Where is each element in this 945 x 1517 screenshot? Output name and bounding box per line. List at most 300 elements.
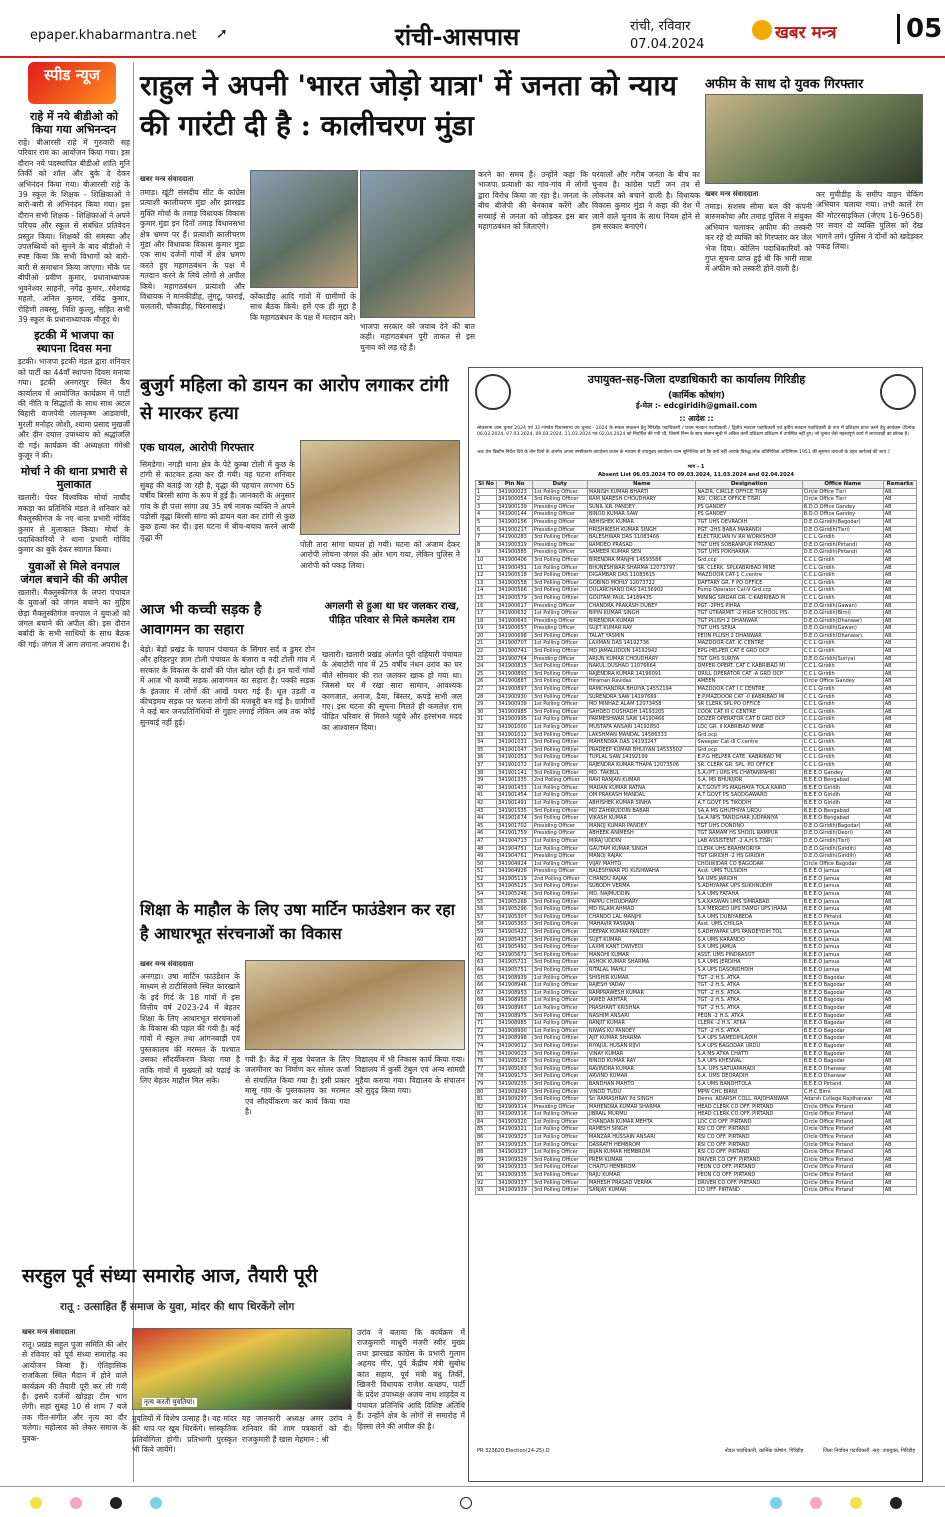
- table-cell: MD ISLAM AHMAD: [587, 906, 696, 914]
- opium-text: तमाड़। सशस्त्र सीमा बल की कंपनी बारुमकोचा और तमाड़ पुलिस ने संयुक्त अभियान चलाकर अफीम की तस्करी कर रहे दो व्यक्ति को गिरफ्तार कर जेल भेज दिया। कोलिन पदाधिकारियों को गुप्त सूचना प्राप्त हुई थी कि भारी मात्रा में अफीम को तस्करी होने वाली है।: [705, 202, 812, 274]
- table-cell: 3rd Polling Officer: [532, 1042, 587, 1050]
- table-row: [476, 579, 917, 587]
- witch-photo: [300, 440, 460, 535]
- notice-email: ई-मेल :- edcgiridih@gmail.com: [635, 401, 758, 410]
- table-cell: SR CLERK SPL PO OFFICE: [696, 701, 802, 709]
- table-cell: SR. CLERK. SPLKABRIBAD MINE: [696, 564, 802, 572]
- table-cell: 1st Polling Officer: [532, 799, 587, 807]
- registration-dot: [850, 1497, 862, 1509]
- table-cell: B.E.E.O Giridih: [802, 792, 883, 800]
- table-row: [476, 1027, 917, 1035]
- table-cell: AB: [883, 663, 916, 671]
- table-cell: 1st Polling Officer: [532, 640, 587, 648]
- table-cell: 5: [476, 518, 497, 526]
- table-cell: 1st Polling Officer: [532, 1111, 587, 1119]
- table-cell: ASST. UMS PINDRASOT: [696, 951, 802, 959]
- table-cell: 33: [476, 731, 497, 739]
- table-cell: 341904761: [497, 853, 533, 861]
- table-cell: Grd.ocp: [696, 746, 802, 754]
- page-number: 05: [897, 14, 942, 44]
- table-cell: 61: [476, 944, 497, 952]
- table-cell: B.E.E.O Dhanwar: [802, 1065, 883, 1073]
- table-cell: PGT -2PHS PIHRA: [696, 602, 802, 610]
- brief-item: [18, 110, 130, 325]
- table-cell: 70: [476, 1012, 497, 1020]
- table-cell: 3rd Polling Officer: [532, 594, 587, 602]
- table-cell: ASHOK KUMAR SHARMA: [587, 959, 696, 967]
- registration-dot: [110, 1497, 122, 1509]
- brief-text: राहे। बीआरसी राहे में गुरुवारी सह परिवार राम का आयोजन किया गया। इस दौरान नये पदस्थापित बीडीओ शांति मुनि तिर्की को शॉल और बुके दे देकर अभिनंदन किया गया। बीआरसी राहे के 39 स्कूल के शिक्षक - शिक्षिकाओं ने बारी-बारी से अभिनंदन किया गया। इस दौरान सभी शिक्षक - शिक्षिकाओं ने अपने परिचय और स्कूल से संबंधित प्रतिवेदन प्रस्तुत किया। शिक्षकों की समस्या और उपलब्धियों को सुनने के बाद बीडीओ ने स्पष्ट किया कि सभी विभागों को बारी-बारी से समाधान किया जाएगा। मौके पर बीपीओ प्रवीण कुमार, प्रधानाध्यापक भुवनेश्वर साहनी, नगेंद्र कुमार, रमेशचंद्र महतो, अनिल कुमार, रविंद्र कुमार, रोहिणी तबस्सु, निशि कुल्लु, सहित सभी 39 स्कूल के प्रधानाध्यापक मौजूद थे।: [18, 138, 130, 324]
- table-cell: 1st Polling Officer: [532, 837, 587, 845]
- crosshair-icon: [460, 1497, 472, 1509]
- table-cell: 341901535: [497, 807, 533, 815]
- table-cell: 80: [476, 1088, 497, 1096]
- table-cell: AB: [883, 997, 916, 1005]
- table-cell: 341909325: [497, 1141, 533, 1149]
- table-cell: 3rd Polling Officer: [532, 921, 587, 929]
- table-cell: 341900930: [497, 693, 533, 701]
- table-cell: 341900319: [497, 541, 533, 549]
- table-cell: 341909335: [497, 1172, 533, 1180]
- table-cell: AB: [883, 686, 916, 694]
- table-cell: AB: [883, 617, 916, 625]
- table-cell: B.D.O Office Gandey: [802, 511, 883, 519]
- table-cell: B.E.E.O Bagodar: [802, 974, 883, 982]
- table-cell: 13: [476, 579, 497, 587]
- table-row: [476, 837, 917, 845]
- table-cell: 18: [476, 617, 497, 625]
- table-cell: PGT -2HS BABA MARANDI: [696, 526, 802, 534]
- table-cell: TGT UHS SOBRANPUR PIRTAND: [696, 541, 802, 549]
- notice-title: उपायुक्त-सह-जिला दण्डाधिकारी का कार्यालय गिरिडीह: [587, 373, 806, 386]
- table-cell: TGT PLUSH 2 DHANWAR: [696, 617, 802, 625]
- table-cell: 3rd Polling Officer: [532, 1164, 587, 1172]
- dateline: [630, 18, 704, 54]
- table-cell: 41: [476, 792, 497, 800]
- table-cell: S.A. MS BHUKIJOR: [696, 777, 802, 785]
- table-row: [476, 1004, 917, 1012]
- table-cell: AB: [883, 739, 916, 747]
- city-day: रांची, रविवार: [630, 19, 691, 34]
- table-cell: VINAY KUMAR: [587, 1050, 696, 1058]
- table-cell: S.A MERGED UPS DAMGI UPS IHARA: [696, 906, 802, 914]
- table-cell: 73: [476, 1035, 497, 1043]
- table-row: [476, 951, 917, 959]
- table-cell: RIYAJUL HUSAN RIJVI: [587, 1042, 696, 1050]
- table-row: [476, 724, 917, 732]
- table-cell: 55: [476, 898, 497, 906]
- table-cell: VIKASH KUMAR: [587, 815, 696, 823]
- table-cell: 341900707: [497, 640, 533, 648]
- table-cell: RANJIT KUMAR: [587, 1020, 696, 1028]
- table-row: [476, 792, 917, 800]
- table-cell: TGT -2 H.S. ATKA: [696, 989, 802, 997]
- table-cell: 15: [476, 594, 497, 602]
- lead-photo-left: [250, 170, 358, 288]
- table-cell: 3rd Polling Officer: [532, 906, 587, 914]
- table-cell: Grd.ocp: [696, 731, 802, 739]
- table-cell: AB: [883, 746, 916, 754]
- table-cell: S.ADHYAPAK UPS PANDEYDIH TOL: [696, 929, 802, 937]
- registration-dot: [810, 1497, 822, 1509]
- table-row: [476, 1164, 917, 1172]
- table-cell: MAZDOOR CAT. IC CENTRE: [696, 640, 802, 648]
- table-cell: PAPPU CHOUDHARY: [587, 898, 696, 906]
- table-cell: 42: [476, 799, 497, 807]
- table-cell: SUBODH VERMA: [587, 883, 696, 891]
- table-row: [476, 496, 917, 504]
- table-cell: TGT UHS DEVRADIH: [696, 518, 802, 526]
- table-cell: 341900139: [497, 503, 533, 511]
- table-cell: ABHISHEK KUMAR: [587, 518, 696, 526]
- table-cell: 54: [476, 891, 497, 899]
- table-row: [476, 640, 917, 648]
- table-cell: 78: [476, 1073, 497, 1081]
- table-cell: Circle Office Pirtand: [802, 1141, 883, 1149]
- table-cell: Asst. UMS TULSIDIH: [696, 868, 802, 876]
- table-cell: MPW CHC BIRNI: [696, 1088, 802, 1096]
- table-cell: 341909173: [497, 1073, 533, 1081]
- table-cell: BALESHWAR DAS 11083466: [587, 534, 696, 542]
- table-cell: PREM KUMAR: [587, 1156, 696, 1164]
- table-cell: AB: [883, 792, 916, 800]
- table-cell: C.C.L Giridih: [802, 716, 883, 724]
- table-cell: 341909249: [497, 1088, 533, 1096]
- table-row: [476, 799, 917, 807]
- table-cell: Circle Office Tisri: [802, 496, 883, 504]
- table-cell: S.A UMS KARANDO: [696, 936, 802, 944]
- table-cell: 79: [476, 1080, 497, 1088]
- table-cell: 341900887: [497, 678, 533, 686]
- table-cell: TGT -2 H.S. ATKA: [696, 997, 802, 1005]
- table-cell: 3rd Polling Officer: [532, 1096, 587, 1104]
- column-header: Designation: [696, 481, 802, 489]
- table-cell: C.C.L Giridih: [802, 534, 883, 542]
- table-cell: CHAITU HEMBROM: [587, 1164, 696, 1172]
- table-cell: AB: [883, 906, 916, 914]
- table-cell: DAFTARY GR. F PO OFFICE: [696, 579, 802, 587]
- brand-logo-icon: [752, 20, 772, 40]
- table-cell: 43: [476, 807, 497, 815]
- lead-byline: खबर मन्त्र संवाददाता: [140, 175, 194, 183]
- table-cell: E.P.G HELPER CATE. KABRIBAD MI: [696, 754, 802, 762]
- table-cell: LAXMI KANT DWIVEDI: [587, 944, 696, 952]
- table-cell: Adarsh College Rajdhanwar: [802, 1096, 883, 1104]
- table-cell: 20: [476, 632, 497, 640]
- table-cell: 3rd Polling Officer: [532, 944, 587, 952]
- table-cell: 1st Polling Officer: [532, 1149, 587, 1157]
- table-cell: TGT GIRIDIH -2 HS GIRIDIH: [696, 853, 802, 861]
- table-cell: 341901072: [497, 761, 533, 769]
- table-cell: Circle Office Pirtand: [802, 1118, 883, 1126]
- table-cell: 3rd Polling Officer: [532, 1058, 587, 1066]
- table-row: [476, 549, 917, 557]
- table-cell: 10: [476, 556, 497, 564]
- table-cell: C.C.L Giridih: [802, 594, 883, 602]
- table-row: [476, 503, 917, 511]
- table-cell: Presiding Officer: [532, 1103, 587, 1111]
- table-cell: AB: [883, 769, 916, 777]
- table-cell: PEON -2 H.S. ATKA: [696, 1012, 802, 1020]
- table-cell: D.E.O.Giridih(Giridih): [802, 853, 883, 861]
- table-cell: 341908958: [497, 997, 533, 1005]
- column-header: Name: [587, 481, 696, 489]
- table-cell: 341901031: [497, 739, 533, 747]
- table-cell: 341900939: [497, 701, 533, 709]
- table-cell: 3rd Polling Officer: [532, 1080, 587, 1088]
- table-cell: C.C.L Giridih: [802, 556, 883, 564]
- table-cell: BIRENDRA KUMAR: [587, 617, 696, 625]
- table-cell: 3rd Polling Officer: [532, 746, 587, 754]
- table-cell: AB: [883, 564, 916, 572]
- table-cell: 12: [476, 572, 497, 580]
- table-cell: 341901047: [497, 746, 533, 754]
- table-cell: SUJIT KUMAR: [587, 936, 696, 944]
- table-row: [476, 541, 917, 549]
- table-cell: PS GANDEY: [696, 503, 802, 511]
- table-cell: RSI CO OFF. PIRTAND: [696, 1149, 802, 1157]
- table-cell: 60: [476, 936, 497, 944]
- table-cell: C.C.L Giridih: [802, 746, 883, 754]
- table-row: [476, 761, 917, 769]
- table-cell: 2: [476, 496, 497, 504]
- table-row: [476, 663, 917, 671]
- table-cell: AB: [883, 678, 916, 686]
- table-cell: Presiding Officer: [532, 617, 587, 625]
- table-cell: 341909128: [497, 1058, 533, 1066]
- table-cell: Circle Office Pirtand: [802, 1103, 883, 1111]
- table-cell: 48: [476, 845, 497, 853]
- table-cell: 341905246: [497, 891, 533, 899]
- table-cell: B.E.E.O Bagodar: [802, 1058, 883, 1066]
- table-cell: 341909297: [497, 1096, 533, 1104]
- table-row: [476, 898, 917, 906]
- table-cell: 341908953: [497, 989, 533, 997]
- table-cell: DRIVER CO OFF. PIRTAND: [696, 1156, 802, 1164]
- table-cell: AB: [883, 655, 916, 663]
- table-cell: 341904926: [497, 868, 533, 876]
- table-cell: 25: [476, 670, 497, 678]
- table-cell: 341908985: [497, 1020, 533, 1028]
- table-cell: AB: [883, 731, 916, 739]
- table-cell: C.C.L Giridih: [802, 648, 883, 656]
- table-cell: AB: [883, 1126, 916, 1134]
- table-cell: MAZDOOR CAT I C CENTRE: [696, 686, 802, 694]
- table-cell: 17: [476, 610, 497, 618]
- table-cell: 67: [476, 989, 497, 997]
- table-cell: D.E.O.Giridih(Pirtand): [802, 549, 883, 557]
- table-cell: MANOJ RAJAK: [587, 853, 696, 861]
- section-title: रांची-आसपास: [395, 22, 520, 51]
- table-row: [476, 989, 917, 997]
- registration-dot: [70, 1497, 82, 1509]
- table-cell: LAKSHMAN MANDAL 14586333: [587, 731, 696, 739]
- table-cell: 3rd Polling Officer: [532, 1179, 587, 1187]
- table-cell: 74: [476, 1042, 497, 1050]
- table-cell: AB: [883, 822, 916, 830]
- table-cell: 3rd Polling Officer: [532, 1088, 587, 1096]
- table-cell: 30: [476, 708, 497, 716]
- road-headline: आज भी कच्ची सड़क है आवागमन का सहारा: [140, 602, 262, 638]
- table-cell: AB: [883, 807, 916, 815]
- table-cell: A.T GOVT PS SADDGAWARO: [696, 792, 802, 800]
- table-cell: 341905307: [497, 913, 533, 921]
- table-cell: DRILL OPERATOR CAT -A GRD OCP: [696, 670, 802, 678]
- table-cell: C.C.L Giridih: [802, 724, 883, 732]
- table-cell: PARMESHWAR SAW 14190466: [587, 716, 696, 724]
- table-cell: 34: [476, 739, 497, 747]
- table-cell: 3rd Polling Officer: [532, 898, 587, 906]
- sarhul-byline: खबर मन्त्र संवाददाता: [22, 1328, 76, 1336]
- table-cell: 88: [476, 1149, 497, 1157]
- table-cell: Pump Operator Cat-V Grd.ccp: [696, 587, 802, 595]
- table-cell: 341904751: [497, 845, 533, 853]
- table-row: [476, 754, 917, 762]
- table-cell: TGT -2 H.S. ATKA: [696, 982, 802, 990]
- table-cell: C.C.L Giridih: [802, 564, 883, 572]
- table-cell: 341900632: [497, 610, 533, 618]
- table-cell: C.C.L Giridih: [802, 708, 883, 716]
- table-cell: SAMEER KUMAR SEN: [587, 549, 696, 557]
- table-cell: 44: [476, 815, 497, 823]
- table-cell: 24: [476, 663, 497, 671]
- table-cell: AB: [883, 496, 916, 504]
- table-cell: B.E.E.O Jamua: [802, 883, 883, 891]
- table-cell: TGT UTKARMIT -2 HIGH SCHOOL PIS: [696, 610, 802, 618]
- table-cell: B.E.E.O Jamua: [802, 929, 883, 937]
- table-cell: B.E.E.O Bagodar: [802, 989, 883, 997]
- table-cell: Circle Office Pirtand: [802, 1111, 883, 1119]
- table-cell: C.C.L Giridih: [802, 686, 883, 694]
- table-cell: 341900897: [497, 686, 533, 694]
- table-cell: AB: [883, 883, 916, 891]
- table-cell: AB: [883, 845, 916, 853]
- table-cell: AB: [883, 853, 916, 861]
- table-cell: DIGAMBAR DAS 11083615: [587, 572, 696, 580]
- table-cell: B.E.E.O Jamua: [802, 875, 883, 883]
- table-cell: B.E.E.O Pirtand: [802, 1080, 883, 1088]
- table-cell: B.E.E.O Bagodar: [802, 1012, 883, 1020]
- table-cell: 89: [476, 1156, 497, 1164]
- table-cell: 3rd Polling Officer: [532, 731, 587, 739]
- table-cell: 341909320: [497, 1118, 533, 1126]
- table-cell: 56: [476, 906, 497, 914]
- table-cell: 14: [476, 587, 497, 595]
- table-cell: COOK CAT III C CENTRE: [696, 708, 802, 716]
- table-cell: C.C.L Giridih: [802, 754, 883, 762]
- table-cell: TGT -2 H.S. ATKA: [696, 974, 802, 982]
- registration-dot: [150, 1497, 162, 1509]
- table-cell: Circle Office Pirtand: [802, 1126, 883, 1134]
- table-row: [476, 936, 917, 944]
- table-cell: 341900579: [497, 594, 533, 602]
- notice-pr-number: PR 323620 Election(24-25).D: [477, 1448, 550, 1454]
- table-cell: 341905422: [497, 929, 533, 937]
- table-row: [476, 1058, 917, 1066]
- table-cell: BALESHWAR PD KUSHWAHA: [587, 868, 696, 876]
- table-row: [476, 701, 917, 709]
- table-row: [476, 769, 917, 777]
- table-cell: B.E.E.O Dhanwar: [802, 1073, 883, 1081]
- table-cell: Presiding Officer: [532, 541, 587, 549]
- table-cell: 3rd Polling Officer: [532, 496, 587, 504]
- table-cell: 341905119: [497, 875, 533, 883]
- table-row: [476, 906, 917, 914]
- sarhul-photo-caption: नृत्य करती युवतियां।: [144, 1398, 195, 1406]
- table-row: [476, 746, 917, 754]
- table-cell: AB: [883, 693, 916, 701]
- table-cell: D.E.O.Giridih(Gawan): [802, 602, 883, 610]
- usha-text-2: गयी है। केंद्र में सुख पेयजल के लिए जलमीनार का निर्माण कर सोलर ऊर्जा से संचालित किया गया है। इसी प्रकार मासू गांव के पुस्तकालय का मरम्मत एवं सौंदर्यीकरण कर कार्य किया गया है।: [245, 1055, 350, 1117]
- table-row: [476, 891, 917, 899]
- table-cell: C.C.L Giridih: [802, 701, 883, 709]
- table-row: [476, 534, 917, 542]
- table-cell: AB: [883, 754, 916, 762]
- table-cell: B.E.E.O Jamua: [802, 891, 883, 899]
- epaper-url-link[interactable]: epaper.khabarmantra.net: [30, 28, 197, 43]
- masthead: [0, 0, 945, 58]
- table-cell: RAVI RANJAN KUMAR: [587, 777, 696, 785]
- table-row: [476, 1012, 917, 1020]
- table-row: [476, 511, 917, 519]
- table-cell: B.E.E.O Jamua: [802, 868, 883, 876]
- table-cell: SA.A MS GHUTHIYA URDU: [696, 807, 802, 815]
- table-cell: AB: [883, 1111, 916, 1119]
- table-cell: 1st Polling Officer: [532, 1027, 587, 1035]
- table-cell: AJIT KUMAR SHARMA: [587, 1035, 696, 1043]
- table-row: [476, 678, 917, 686]
- table-row: [476, 739, 917, 747]
- table-cell: MANZAR HUSSAIN ANSARI: [587, 1134, 696, 1142]
- table-cell: BIJAN KUMAR HEMBROM: [587, 1149, 696, 1157]
- table-row: [476, 1096, 917, 1104]
- table-cell: TGT UHS SERIA: [696, 625, 802, 633]
- table-row: [476, 1042, 917, 1050]
- usha-headline: शिक्षा के माहौल के लिए उषा मार्टिन फाउंडेशन कर रहा है आधारभूत संरचनाओं का विकास: [140, 900, 455, 943]
- table-cell: AB: [883, 921, 916, 929]
- table-cell: 1st Polling Officer: [532, 982, 587, 990]
- table-cell: CO OFF. PIRTAND: [696, 1187, 802, 1195]
- table-cell: AB: [883, 716, 916, 724]
- table-cell: AB: [883, 974, 916, 982]
- table-row: [476, 686, 917, 694]
- table-cell: SAHDEO DUSHADH 14193205: [587, 708, 696, 716]
- table-cell: ARVIND KUMAR: [587, 1073, 696, 1081]
- table-cell: 82: [476, 1103, 497, 1111]
- table-cell: 341905672: [497, 951, 533, 959]
- column-header: Office Name: [802, 481, 883, 489]
- table-cell: Presiding Officer: [532, 868, 587, 876]
- column-header: Remarks: [883, 481, 916, 489]
- table-cell: 341900643: [497, 617, 533, 625]
- table-cell: AB: [883, 1149, 916, 1157]
- table-row: [476, 1156, 917, 1164]
- table-cell: 3rd Polling Officer: [532, 572, 587, 580]
- table-cell: 341909163: [497, 1065, 533, 1073]
- table-cell: AB: [883, 534, 916, 542]
- table-cell: 35: [476, 746, 497, 754]
- opium-photo: [705, 94, 923, 184]
- lead-text-col5: घरवालों और गरीब जनता के बीच का चुनाव है। कांग्रेस पार्टी जन तंत्र से लोकतंत्र को बचाने वाली है। विधायक विकास कुमार मुंडा ने कहा की देश में जाने वाले चुनाव के साथ नियम होने से हम सरकार बनाएंगे।: [592, 170, 700, 232]
- table-cell: 341904924: [497, 860, 533, 868]
- table-cell: GOUTAM PAUL 14189435: [587, 594, 696, 602]
- table-row: [476, 1020, 917, 1028]
- table-cell: Presiding Officer: [532, 625, 587, 633]
- table-row: [476, 959, 917, 967]
- table-cell: 3rd Polling Officer: [532, 1065, 587, 1073]
- table-cell: 3rd Polling Officer: [532, 670, 587, 678]
- table-cell: MD ZAHIRUDDIN BABAR: [587, 807, 696, 815]
